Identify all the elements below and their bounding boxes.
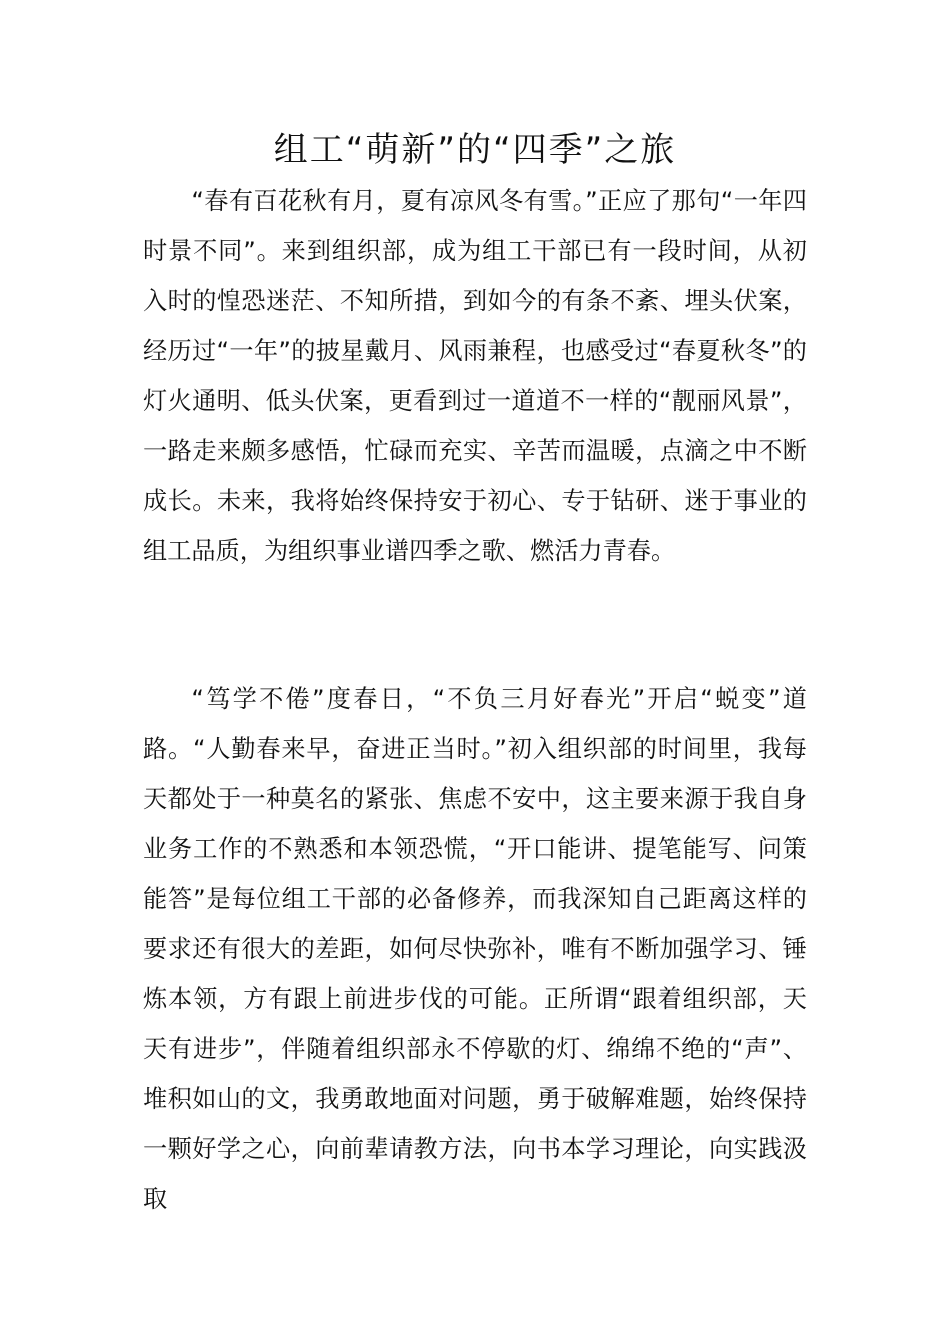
document-title: 组工“萌新”的“四季”之旅 (273, 130, 677, 170)
paragraph-intro: “春有百花秋有月，夏有凉风冬有雪。”正应了那句“一年四时景不同”。来到组织部，成为组工干部已有一段时间，从初入时的惶恐迷茫、不知所措，到如今的有条不紊、埋头伏案，经历过“一年”的披星戴月、风雨兼程，也感受过“春夏秋冬”的灯火通明、低头伏案，更看到过一道道不一样的“靓丽风景”，一路走来颇多感悟，忙碌而充实、辛苦而温暖，点滴之中不断成长。未来，我将始终保持安于初心、专于钻研、迷于事业的组工品质，为组织事业谱四季之歌、燃活力青春。 (143, 187, 807, 565)
paragraph-spring: “笃学不倦”度春日，“不负三月好春光”开启“蜕变”道路。“人勤春来早，奋进正当时。”初入组织部的时间里，我每天都处于一种莫名的紧张、焦虑不安中，这主要来源于我自身业务工作的不熟悉和本领恐慌，“开口能讲、提笔能写、问策能答”是每位组工干部的必备修养，而我深知自己距离这样的要求还有很大的差距，如何尽快弥补，唯有不断加强学习、锤炼本领，方有跟上前进步伐的可能。正所谓“跟着组织部，天天有进步”，伴随着组织部永不停歇的灯、绵绵不绝的“声”、堆积如山的文，我勇敢地面对问题，勇于破解难题，始终保持一颗好学之心，向前辈请教方法，向书本学习理论，向实践汲取 (143, 685, 807, 1213)
